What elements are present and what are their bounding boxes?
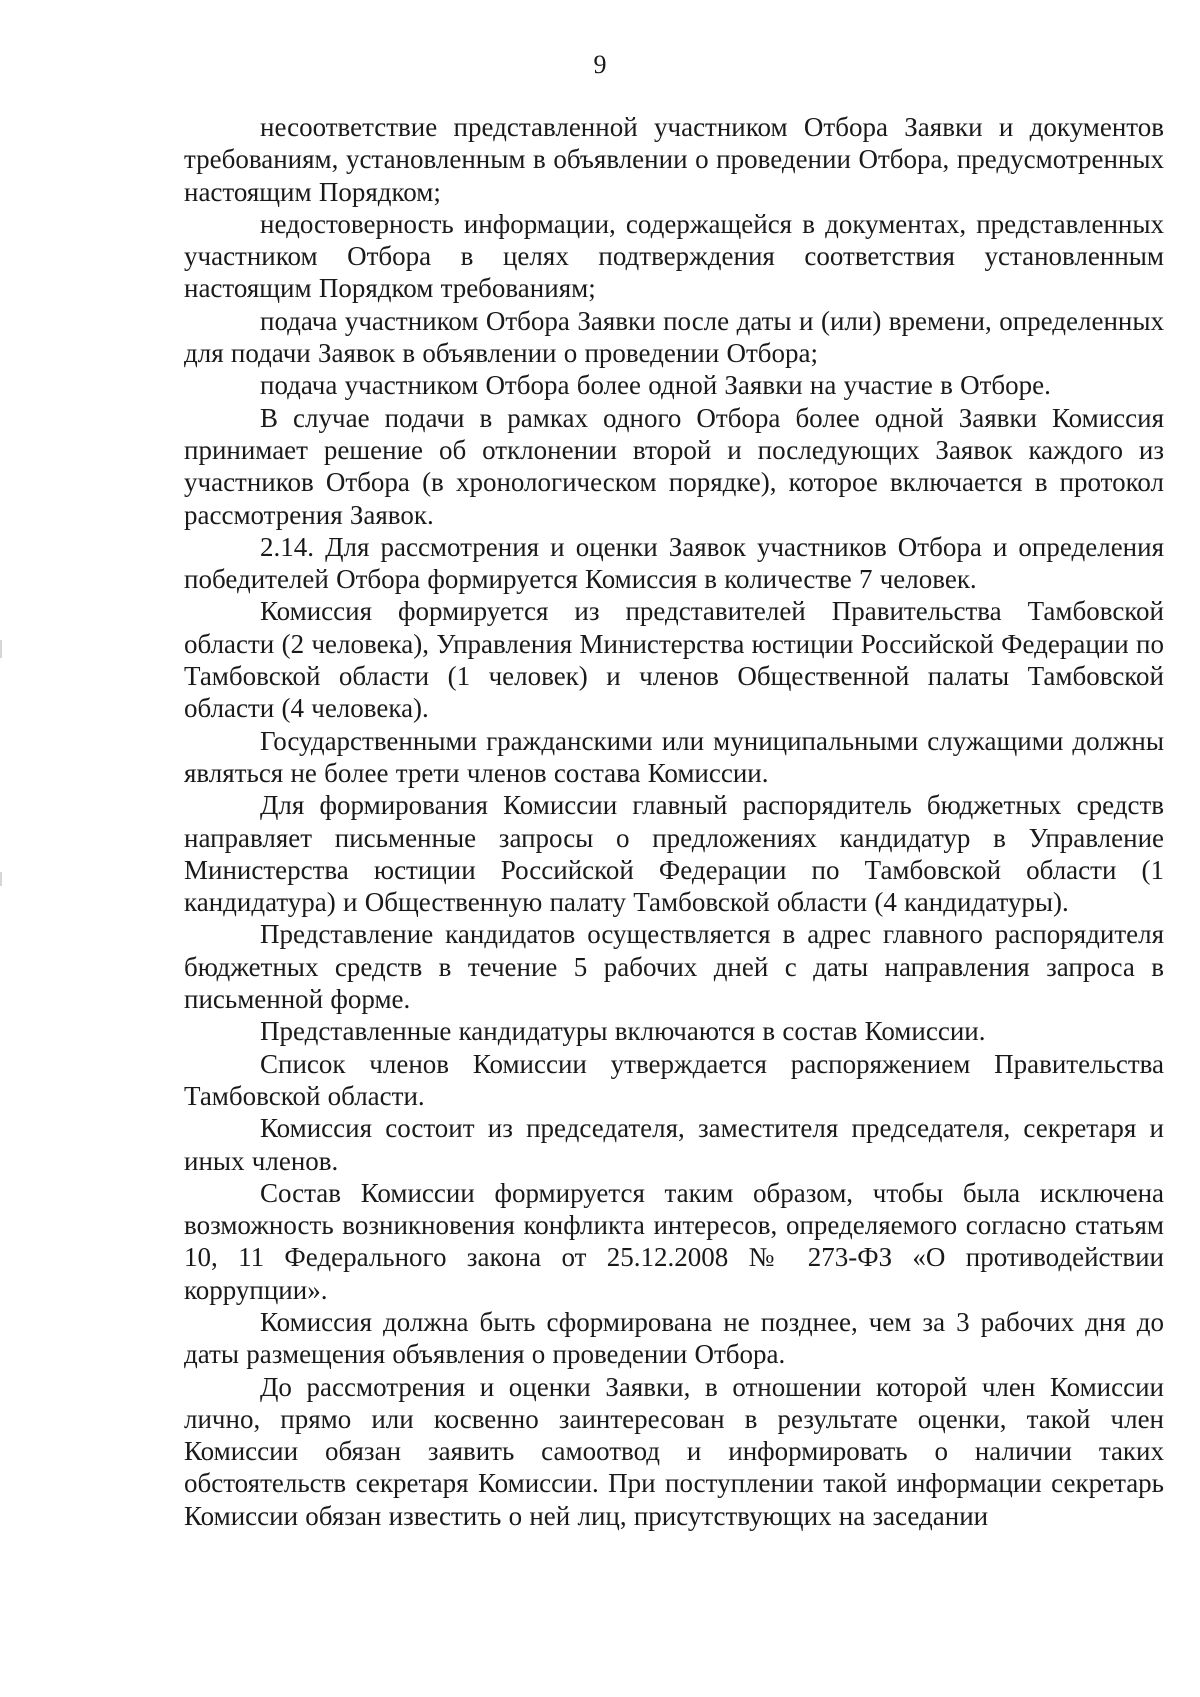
paragraph: Комиссия должна быть сформирована не позднее, чем за 3 рабочих дня до даты размещения объявления о проведении Отбора. — [184, 1306, 1164, 1370]
paragraph: Представленные кандидатуры включаются в состав Комиссии. — [260, 1016, 986, 1047]
paragraph: несоответствие представленной участником Отбора Заявки и документов требованиям, установленным в объявлении о проведении Отбора, предусмотренных настоящим Порядком; — [184, 112, 1164, 207]
paragraph: Представление кандидатов осуществляется в адрес главного распорядителя бюджетных средств в течение 5 рабочих дней с даты направления запроса в письменной форме. — [184, 919, 1164, 1015]
scan-artifact — [0, 872, 2, 886]
paragraph: 2.14. Для рассмотрения и оценки Заявок участников Отбора и определения победителей Отбора формируется Комиссия в количестве 7 человек. — [184, 531, 1164, 595]
paragraph: До рассмотрения и оценки Заявки, в отношении которой член Комиссии лично, прямо или косвенно заинтересован в результате оценки, такой член Комиссии обязан заявить самоотвод и информировать о наличии таких обстоятельств секретаря Комиссии. При поступлении такой информации секретарь Комиссии обязан известить о ней лиц, присутствующих на заседании — [184, 1371, 1164, 1531]
paragraph: В случае подачи в рамках одного Отбора более одной Заявки Комиссия принимает решение об отклонении второй и последующих Заявок каждого из участников Отбора (в хронологическом порядке), которое включается в протокол рассмотрения Заявок. — [184, 402, 1164, 530]
paragraph: Комиссия состоит из председателя, заместителя председателя, секретаря и иных членов. — [184, 1113, 1164, 1176]
paragraph: недостоверность информации, содержащейся в документах, представленных участником Отбора в целях подтверждения соответствия установленным настоящим Порядком требованиям; — [184, 208, 1164, 304]
paragraph: подача участником Отбора Заявки после даты и (или) времени, определенных для подачи Заявок в объявлении о проведении Отбора; — [184, 305, 1164, 369]
paragraph: Комиссия формируется из представителей Правительства Тамбовской области (2 человека), Управления Министерства юстиции Российской Федерации по Тамбовской области (1 человек) и членов Общественной палаты Тамбовской области (4 человека). — [184, 596, 1164, 724]
paragraph: Государственными гражданскими или муниципальными служащими должны являться не более трети членов состава Комиссии. — [184, 725, 1164, 788]
paragraph: Список членов Комиссии утверждается распоряжением Правительства Тамбовской области. — [184, 1048, 1164, 1111]
paragraph: Состав Комиссии формируется таким образом, чтобы была исключена возможность возникновения конфликта интересов, определяемого согласно статьям 10, 11 Федерального закона от 25.12.2008 № 273-ФЗ «О противодействии коррупции». — [184, 1177, 1164, 1305]
page-number: 9 — [593, 50, 607, 79]
scan-artifact — [0, 640, 2, 658]
paragraph: подача участником Отбора более одной Заявки на участие в Отборе. — [260, 370, 1051, 401]
document-body — [184, 111, 1164, 1532]
paragraph: Для формирования Комиссии главный распорядитель бюджетных средств направляет письменные запросы о предложениях кандидатур в Управление Министерства юстиции Российской Федерации по Тамбовской области (1 кандидатура) и Общественную палату Тамбовской области (4 кандидатуры). — [184, 790, 1164, 918]
